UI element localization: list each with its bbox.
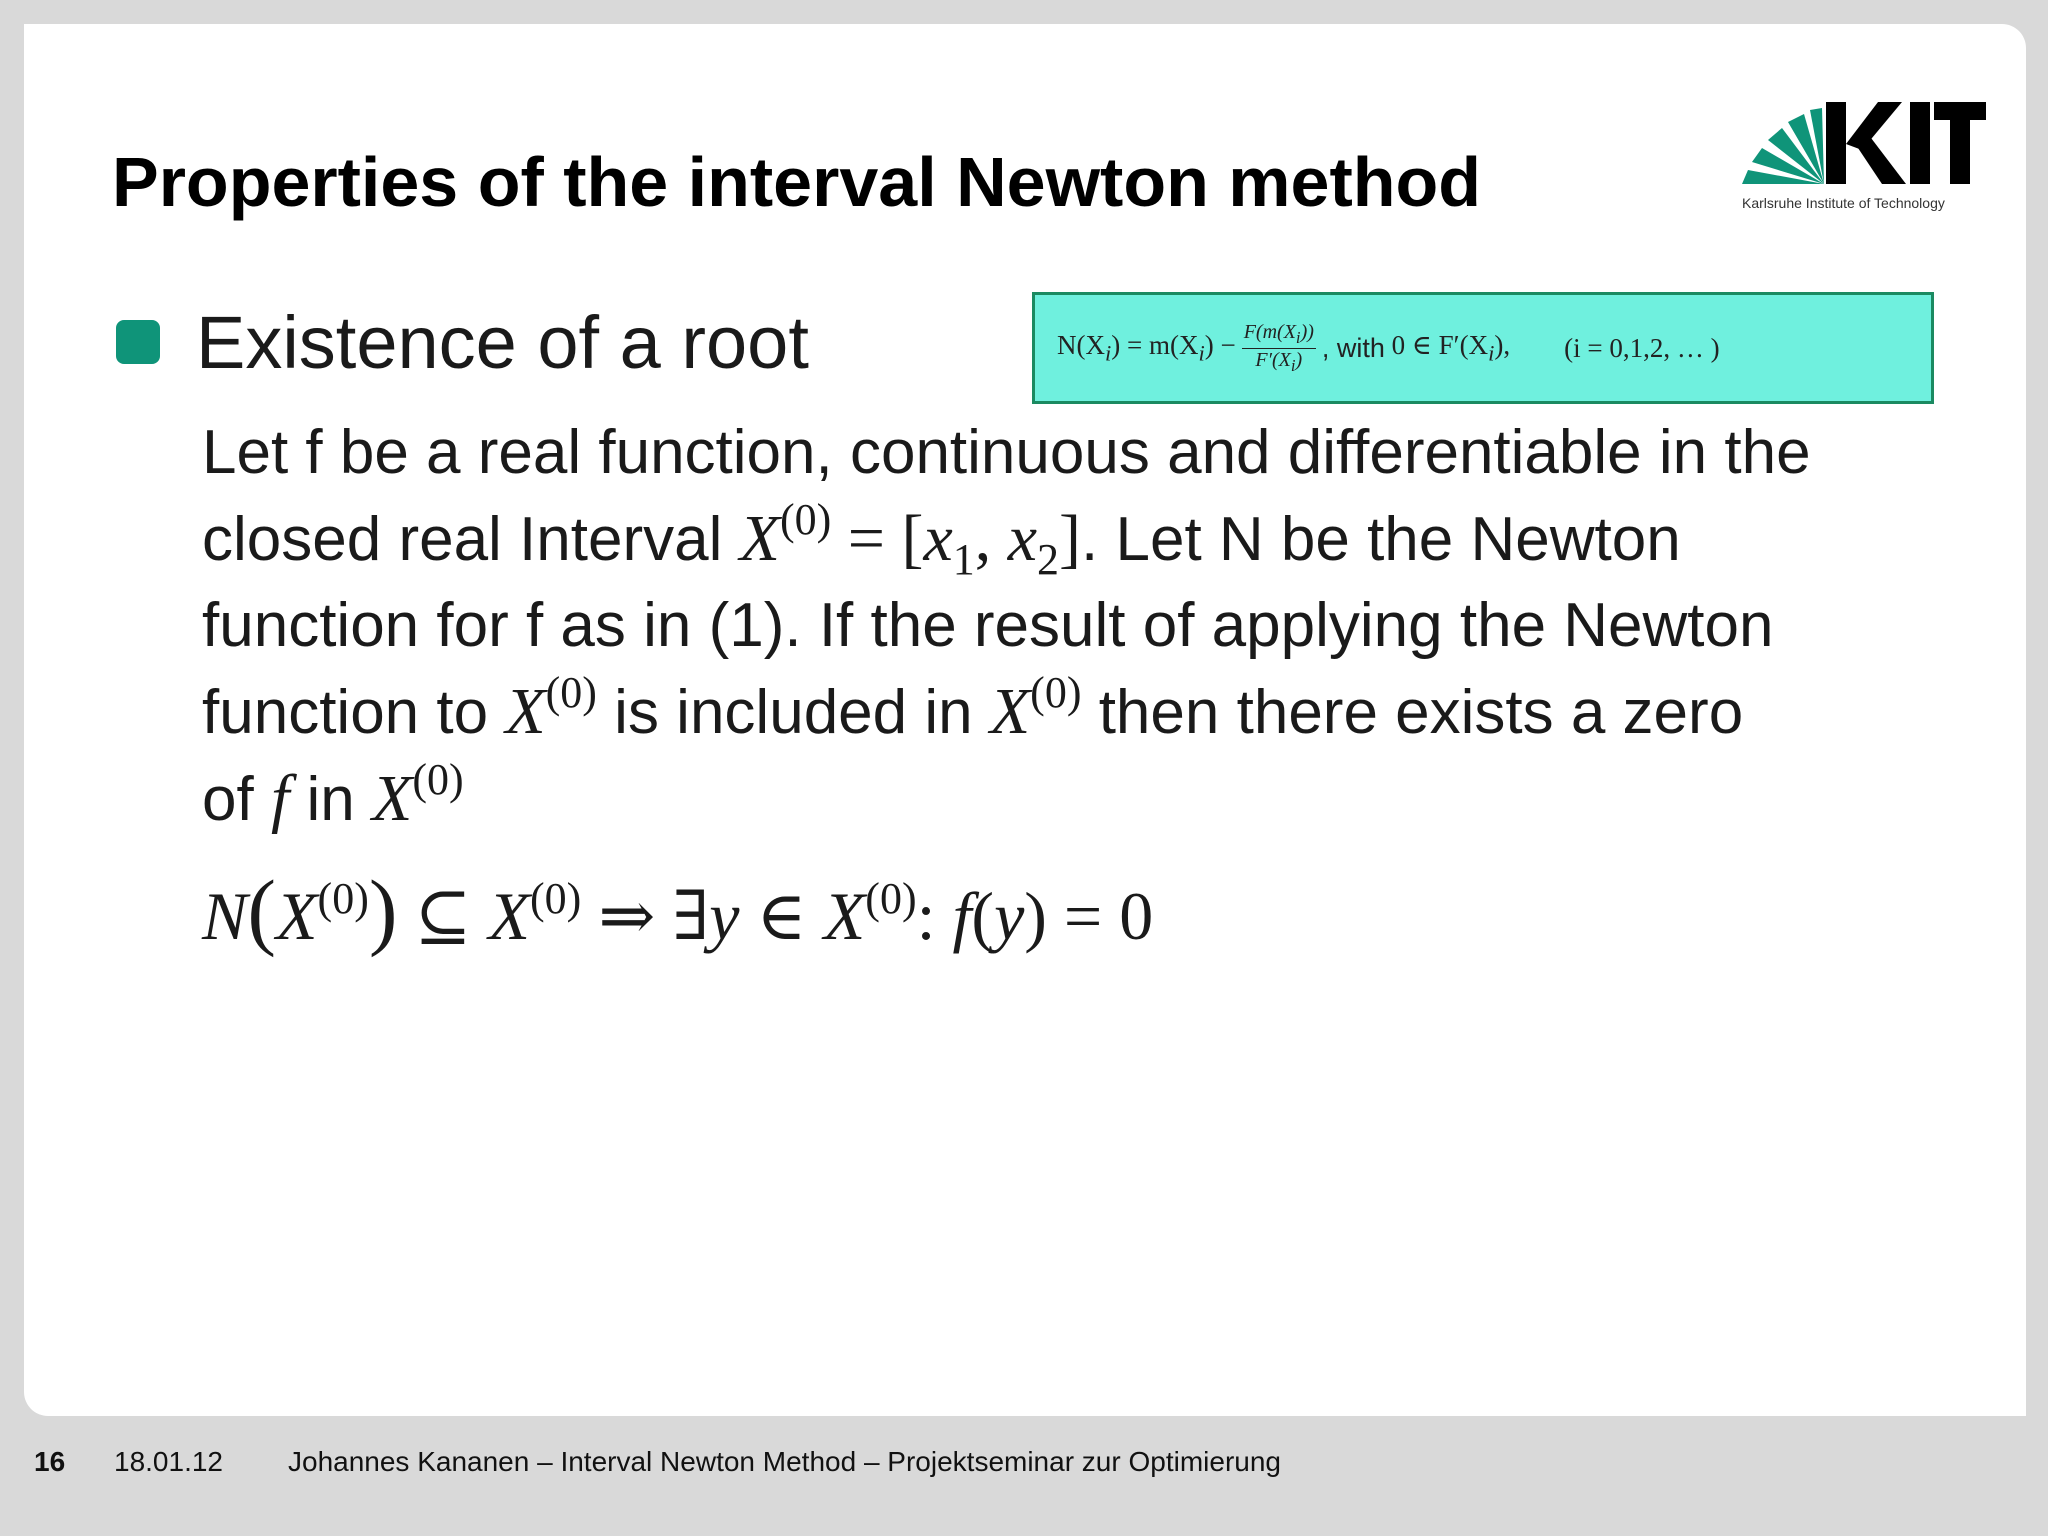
formula-index: (i = 0,1,2, … ) — [1564, 332, 1720, 363]
formula-lhs: $N(X_i) = m(X$ — [1057, 329, 1199, 366]
kit-logo — [1742, 98, 1988, 216]
newton-formula-box — [1032, 292, 1934, 404]
formula-fraction — [1242, 321, 1316, 376]
paragraph-line-1: Let f be a real function, continuous and differentiable in the — [202, 418, 1811, 487]
formula-m: $_i$) − — [1198, 329, 1236, 366]
footer-date: 18.01.12 — [114, 1446, 223, 1477]
paragraph-line-5: of f in $X^{(0)}$ — [202, 755, 464, 835]
paragraph-line-2: closed real Interval $X^{(0)} = [x_1$, $x_2$]. Let N be the Newton — [202, 495, 1681, 584]
bullet-square — [116, 320, 160, 364]
fraction-numerator: $F(m(X_i))$ — [1243, 320, 1314, 347]
slide — [24, 24, 2026, 1416]
theorem-paragraph — [202, 410, 2002, 843]
slide-footer — [0, 1446, 2048, 1486]
kit-logo-tagline: Karlsruhe Institute of Technology — [1742, 195, 1945, 211]
slide-title: Properties of the interval Newton method — [112, 143, 1482, 221]
formula-with: , with — [1321, 332, 1385, 363]
paragraph-line-4: function to $X^{(0)}$ is included in $X^{(0)}$ then there exists a zero — [202, 668, 1744, 748]
existence-equation: $N(X^{(0)})$ ⊆ $X^{(0)}$ ⇒ ∃y ∈ $X^{(0)}$: f(y) = 0 — [202, 862, 1154, 958]
bullet-heading: Existence of a root — [196, 301, 809, 384]
footer-text: Johannes Kananen – Interval Newton Method – Projektseminar zur Optimierung — [288, 1446, 1281, 1477]
page-number: 16 — [34, 1446, 66, 1477]
fraction-denominator: $F'(X_i)$ — [1255, 348, 1303, 375]
formula-condition: 0 ∈ $F'(X_i)$, — [1391, 329, 1511, 366]
paragraph-line-3: function for f as in (1). If the result of applying the Newton — [202, 591, 1774, 660]
